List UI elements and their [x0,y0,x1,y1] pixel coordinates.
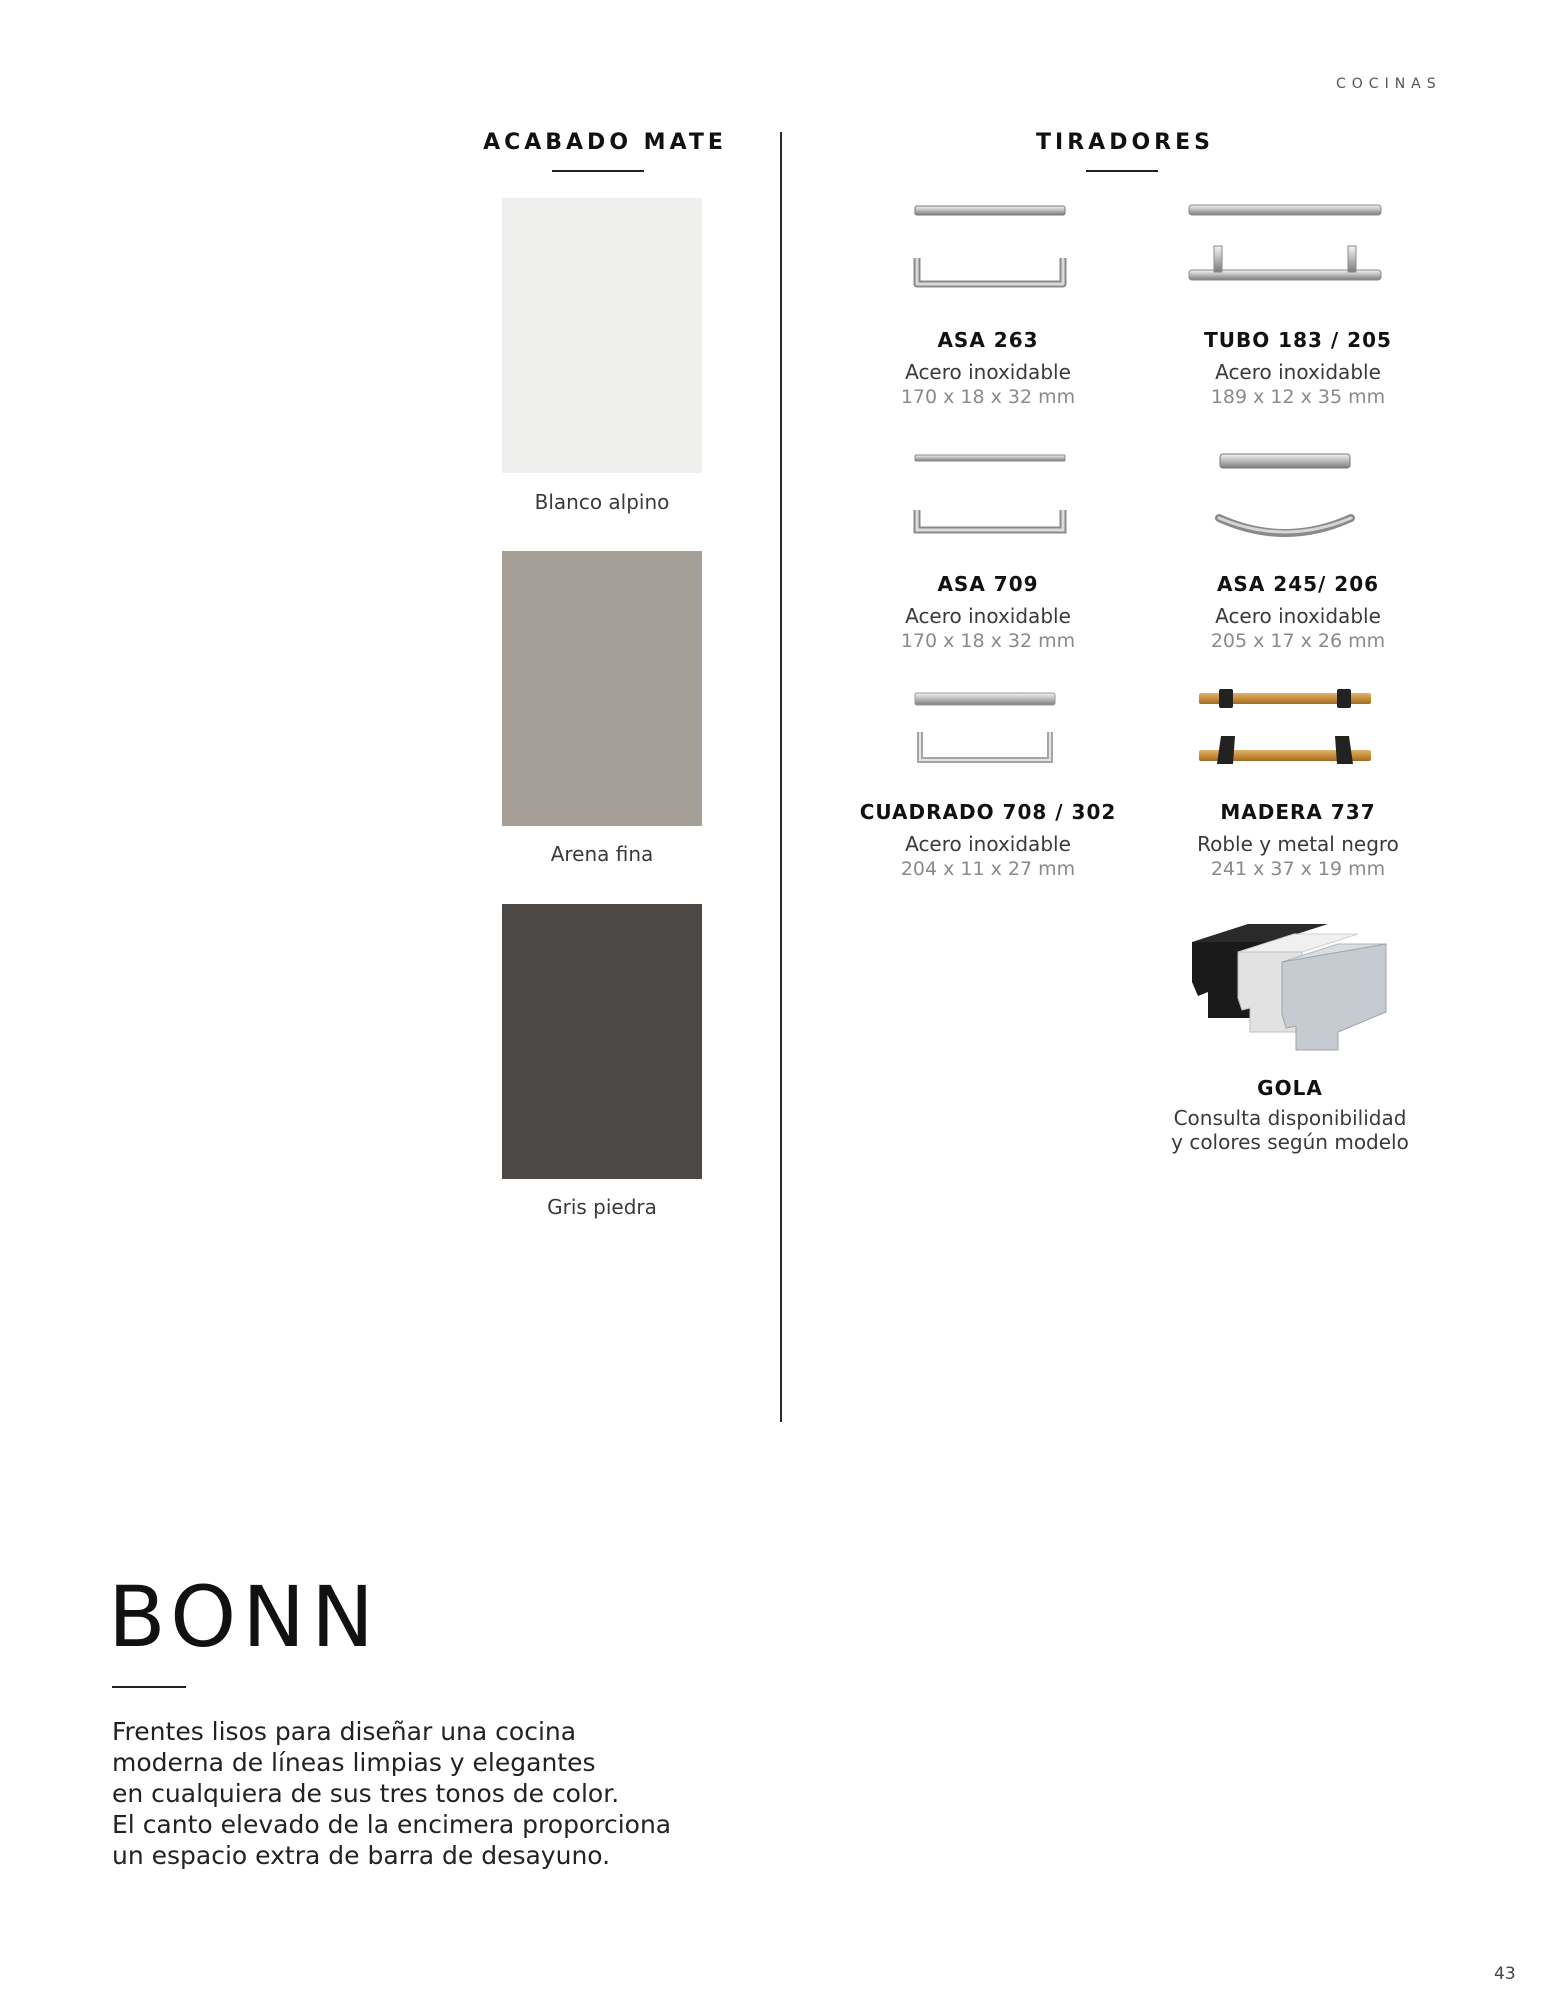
handle-material: Acero inoxidable [905,360,1071,384]
handle-dims: 204 x 11 x 27 mm [900,858,1076,880]
swatch-blanco-alpino [502,198,702,473]
brand-title-underline [112,1686,186,1688]
finishes-title-underline [552,170,644,172]
swatch-gris-piedra [502,904,702,1179]
handles-title-underline [1086,170,1158,172]
column-divider [780,132,782,1422]
gola-profile-icon [1188,922,1388,1052]
description-line: moderna de líneas limpias y elegantes [112,1748,596,1777]
square-handle-icon [910,688,1060,768]
swatch-arena-fina [502,551,702,826]
handle-name: TUBO 183 / 205 [1204,328,1392,352]
handle-material: Acero inoxidable [905,604,1071,628]
gola-note-line2: y colores según modelo [1171,1130,1409,1154]
handle-material: Acero inoxidable [905,832,1071,856]
u-handle-icon [905,198,1075,292]
wood-handle-icon [1195,688,1375,768]
handle-material: Roble y metal negro [1197,832,1399,856]
handle-dims: 205 x 17 x 26 mm [1210,630,1386,652]
description-line: El canto elevado de la encimera proporciona [112,1810,672,1839]
handle-material: Acero inoxidable [1215,604,1381,628]
handle-name: ASA 245/ 206 [1216,572,1380,596]
brand-title: BONN [108,1568,380,1666]
description-line: un espacio extra de barra de desayuno. [112,1841,611,1870]
handle-material: Acero inoxidable [1215,360,1381,384]
page-number: 43 [1494,1964,1516,1984]
swatch-label: Blanco alpino [534,490,670,514]
thin-u-handle-icon [905,448,1075,538]
handle-name: ASA 263 [937,328,1039,352]
swatch-label: Arena fina [550,842,654,866]
handle-name: ASA 709 [937,572,1039,596]
gola-name: GOLA [1257,1076,1323,1100]
handle-name: MADERA 737 [1220,800,1376,824]
handles-title: TIRADORES [1036,130,1214,155]
description-line: en cualquiera de sus tres tonos de color. [112,1779,620,1808]
handle-dims: 170 x 18 x 32 mm [900,386,1076,408]
handle-dims: 241 x 37 x 19 mm [1210,858,1386,880]
swatch-label: Gris piedra [547,1195,657,1219]
finishes-title: ACABADO MATE [483,130,727,155]
section-header: COCINAS [1336,76,1442,92]
bar-handle-icon [1185,198,1385,292]
handle-dims: 170 x 18 x 32 mm [900,630,1076,652]
curved-handle-icon [1205,448,1365,538]
handle-name: CUADRADO 708 / 302 [859,800,1117,824]
gola-note-line1: Consulta disponibilidad [1173,1106,1407,1130]
handle-dims: 189 x 12 x 35 mm [1210,386,1386,408]
description-line: Frentes lisos para diseñar una cocina [112,1717,577,1746]
brand-description [112,1716,752,1871]
